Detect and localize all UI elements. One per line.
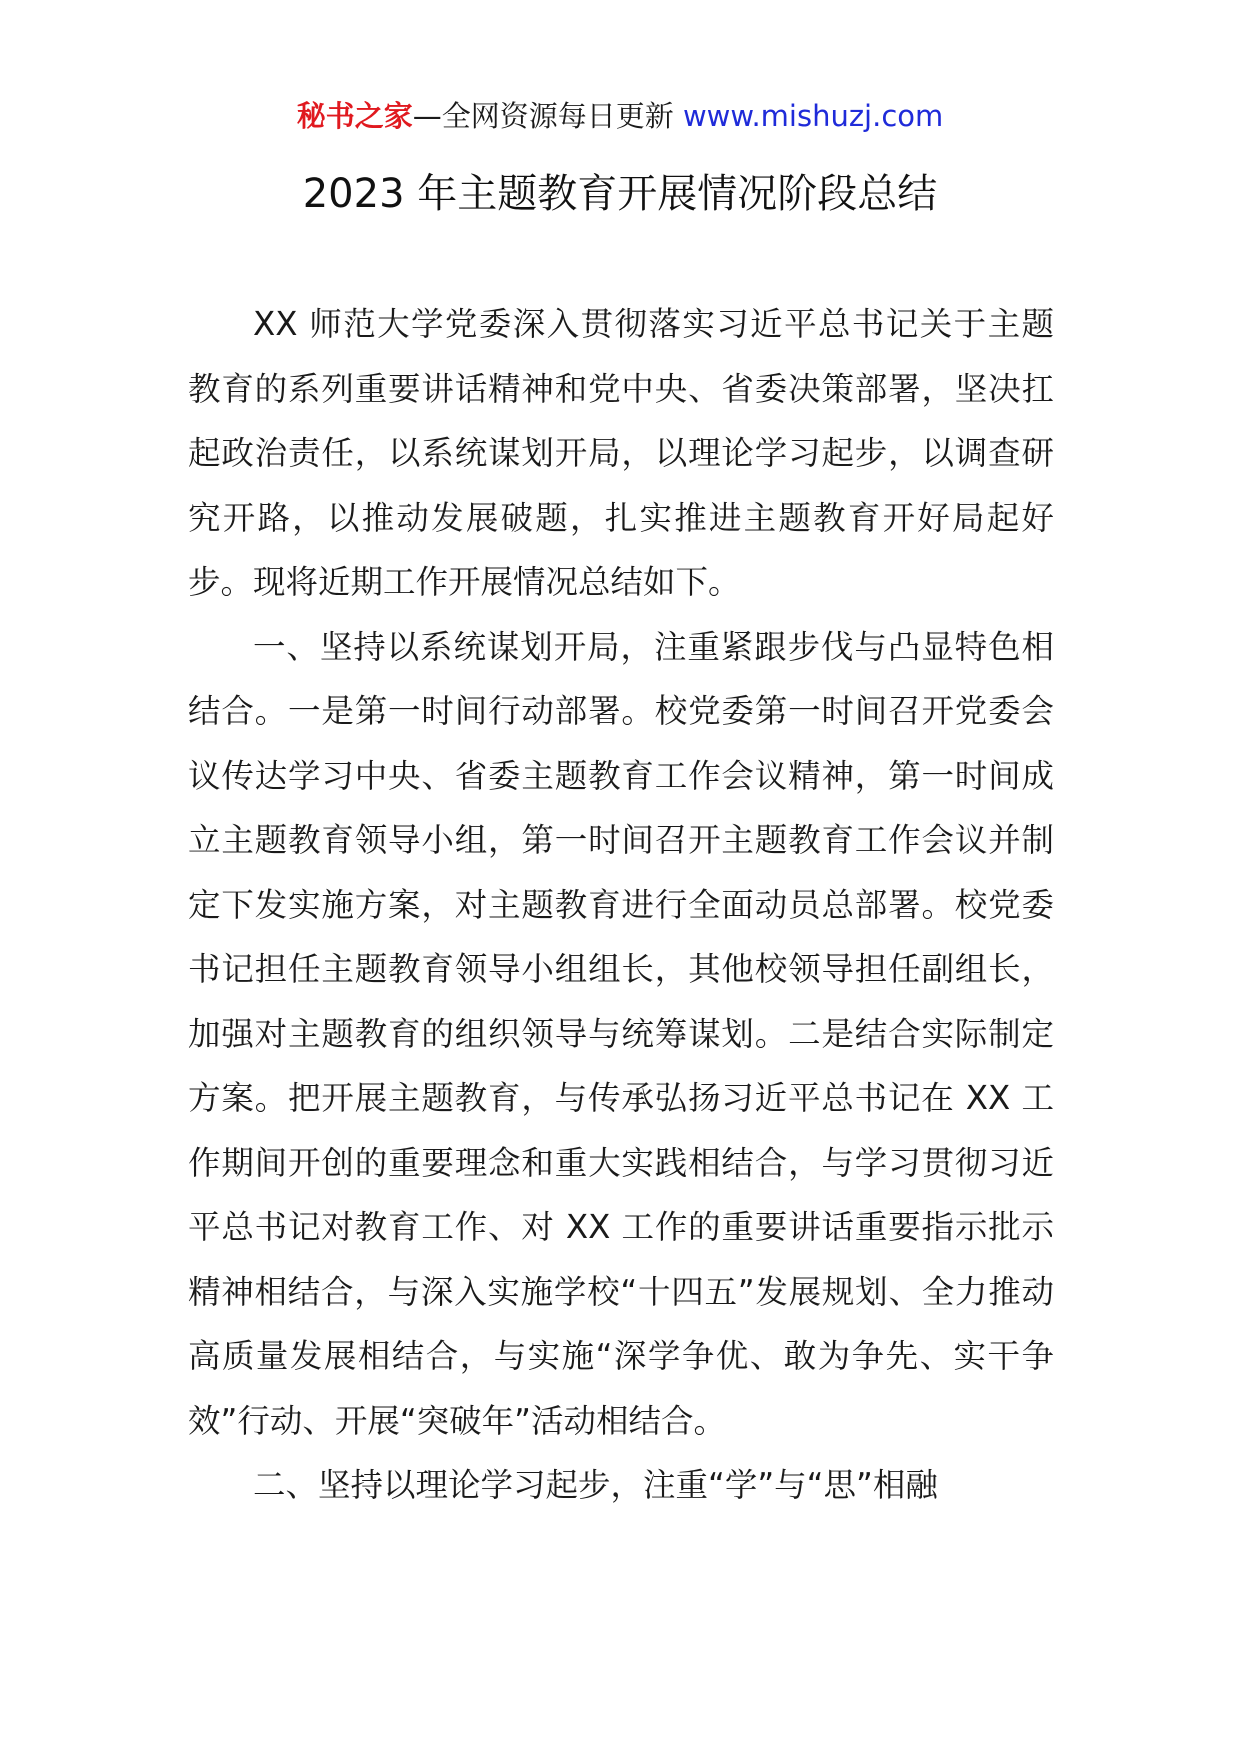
intro-paragraph: XX 师范大学党委深入贯彻落实习近平总书记关于主题教育的系列重要讲话精神和党中央、省委决策部署，坚决扛起政治责任，以系统谋划开局，以理论学习起步，以调查研究开路，以推动发展破题，扎实推进主题教育开好局起好步。现将近期工作开展情况总结如下。 [188, 305, 1054, 601]
header-slogan: —全网资源每日更新 [412, 99, 683, 133]
section-two-paragraph: 二、坚持以理论学习起步，注重“学”与“思”相融 [253, 1466, 938, 1504]
page-header [0, 96, 1240, 136]
brand-name: 秘书之家 [296, 99, 413, 133]
section-one-paragraph: 一、坚持以系统谋划开局，注重紧跟步伐与凸显特色相结合。一是第一时间行动部署。校党委第一时间召开党委会议传达学习中央、省委主题教育工作会议精神，第一时间成立主题教育领导小组，第一时间召开主题教育工作会议并制定下发实施方案，对主题教育进行全面动员总部署。校党委书记担任主题教育领导小组组长，其他校领导担任副组长，加强对主题教育的组织领导与统筹谋划。二是结合实际制定方案。把开展主题教育，与传承弘扬习近平总书记在 XX 工作期间开创的重要理念和重大实践相结合，与学习贯彻习近平总书记对教育工作、对 XX 工作的重要讲话重要指示批示精神相结合，与深入实施学校“十四五”发展规划、全力推动高质量发展相结合，与实施“深学争优、敢为争先、实干争效”行动、开展“突破年”活动相结合。 [188, 627, 1054, 1440]
website-url[interactable]: www.mishuzj.com [682, 99, 944, 133]
document-body [188, 292, 1054, 1518]
document-title: 2023 年主题教育开展情况阶段总结 [302, 171, 938, 217]
